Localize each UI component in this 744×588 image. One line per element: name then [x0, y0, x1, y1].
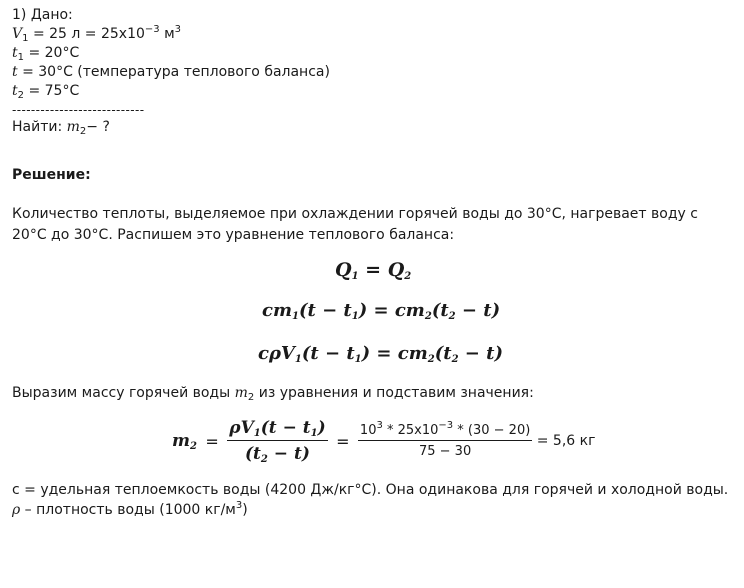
final-eq-sign-2: =: [336, 431, 350, 451]
final-result: = 5,6 кг: [536, 433, 596, 449]
equation-crho: $c\rho V_1(t - t_1) = cm_2(t_2 - t)$: [258, 343, 503, 365]
solution-heading: Решение:: [12, 167, 91, 183]
paragraph-express-mass: Выразим массу горячей воды $m_2$ из уравнения и подставим значения:: [12, 385, 534, 403]
final-formula: [172, 418, 595, 464]
given-divider: ----------------------------: [12, 103, 145, 117]
paragraph-heat-balance: Количество теплоты, выделяемое при охлаждении горячей воды до 30°С, нагревает воду с 20°С до 30°С. Распишем это уравнение теплового баланса:: [12, 206, 698, 243]
note-heat-capacity: с = удельная теплоемкость воды (4200 Дж/кг°С). Она одинакова для горячей и холодной воды.: [12, 482, 729, 498]
equation-cm: $cm_1(t - t_1) = cm_2(t_2 - t)$: [262, 300, 501, 322]
fraction-numeric: $\frac{10^3 * 25х10^{-3} * (30 - 20)}{75 - 30}$: [359, 420, 531, 459]
final-lhs: $m_2$: [172, 431, 197, 452]
fraction-symbolic: $\frac{\rho V_1(t - t_1)}{(t_2 - t)}$: [229, 418, 326, 465]
final-eq-sign: =: [205, 431, 219, 451]
given-heading: 1) Дано:: [12, 7, 73, 23]
given-t2: $t_2 = 75^\circ C$: [12, 83, 80, 101]
equation-q1-q2: $Q_1 = Q_2$: [335, 259, 412, 282]
find-line: Найти: $m_2-$ ?: [12, 119, 110, 137]
given-v1: $V_1 = 25$ $л = 25х10^{-3}$ $м^3$: [12, 24, 182, 44]
given-t: t = 30°C (температура теплового баланса): [12, 64, 330, 80]
note-density: ρ – плотность воды (1000 $кг/м^3$): [12, 500, 248, 518]
given-t1: $t_1 = 20^\circ C$: [12, 45, 80, 63]
